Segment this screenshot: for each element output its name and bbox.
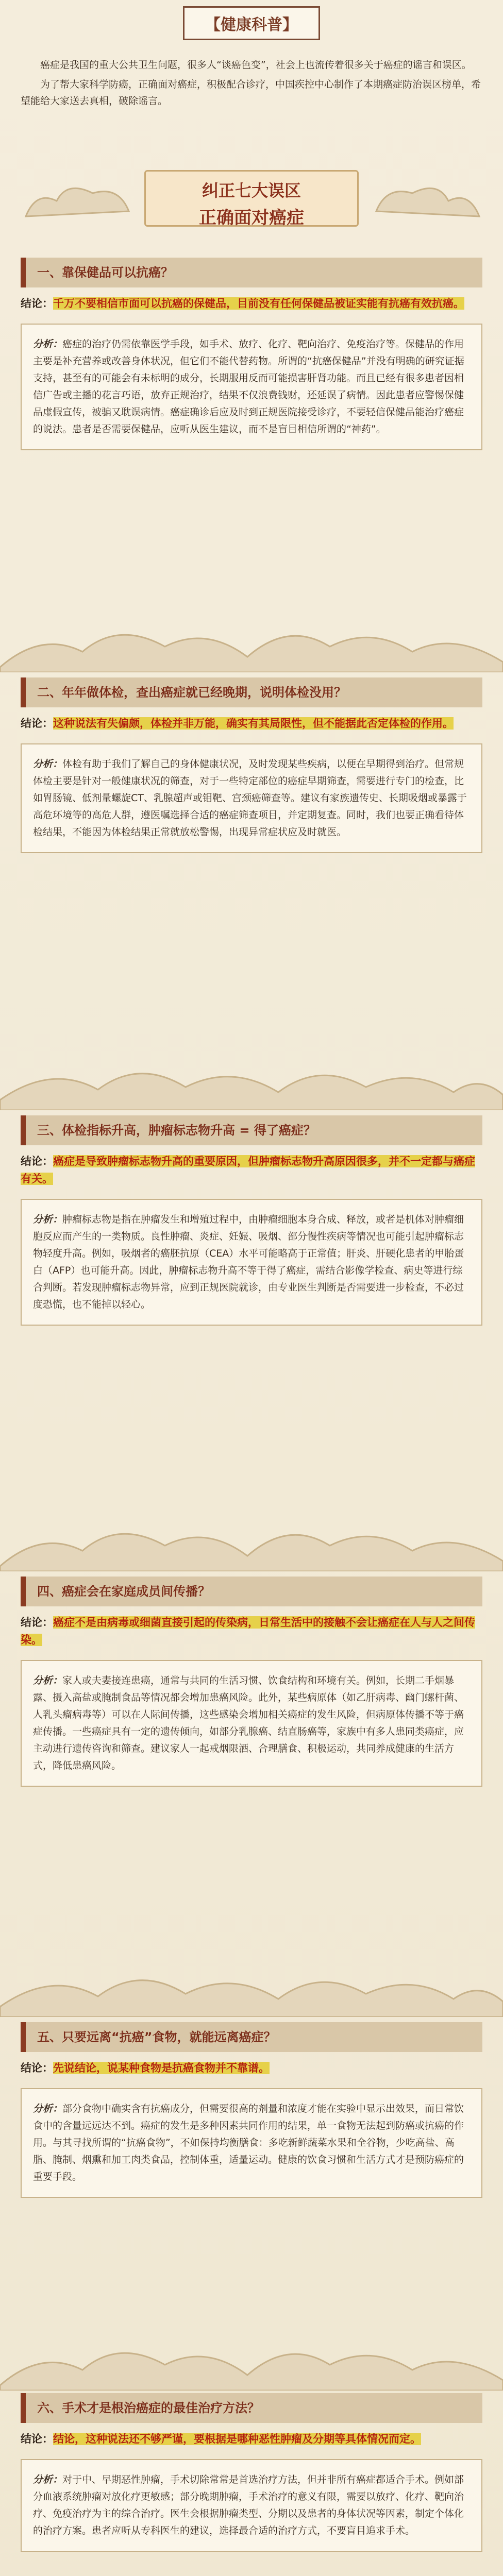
section-verdict: [21, 2430, 482, 2448]
section-1: [0, 258, 503, 450]
analysis-label: 分析：: [33, 1214, 63, 1225]
section-verdict: [21, 2059, 482, 2077]
verdict-label: 结论：: [21, 1155, 53, 1167]
verdict-text: 结论，这种说法还不够严谨，要根据是哪种恶性肿瘤及分期等具体情况而定。: [53, 2433, 421, 2445]
analysis-label: 分析：: [33, 2474, 63, 2485]
section-analysis: [21, 2459, 482, 2552]
intro: [21, 57, 482, 112]
analysis-text: 部分食物中确实含有抗癌成分，但需要很高的剂量和浓度才能在实验中显示出效果，而日常饮食中的含量远远达不到。癌症的发生是多种因素共同作用的结果，单一食物无法起到防癌或抗癌的作用。与其寻找所谓的“抗癌食物”，不如保持均衡膳食：多吃新鲜蔬菜水果和全谷物，少吃高盐、高脂、腌制、烟熏和加工肉类食品，控制体重，适量运动。健康的饮食习惯和生活方式才是预防癌症的重要手段。: [33, 2103, 464, 2182]
intro-paragraph: 癌症是我国的重大公共卫生问题，很多人“谈癌色变”，社会上也流传着很多关于癌症的谣言和误区。: [40, 59, 472, 71]
section-analysis: [21, 2088, 482, 2198]
cloud-divider: [0, 1510, 503, 1571]
verdict-label: 结论：: [21, 1616, 53, 1629]
verdict-label: 结论：: [21, 297, 53, 310]
cloud-divider: [0, 2329, 503, 2391]
section-title: 一、靠保健品可以抗癌？: [21, 258, 482, 287]
section-title: 五、只要远离“抗癌”食物，就能远离癌症？: [21, 2022, 482, 2052]
section-title: 二、年年做体检，查出癌症就已经晚期，说明体检没用？: [21, 677, 482, 707]
section-analysis: [21, 1199, 482, 1326]
analysis-text: 体检有助于我们了解自己的身体健康状况，及时发现某些疾病，以便在早期得到治疗。但常规体检主要是针对一般健康状况的筛查，对于一些特定部位的癌症早期筛查，需要进行专门的检查，比如胃肠镜、低剂量螺旋CT、乳腺超声或钼靶、宫颈癌筛查等。建议有家族遗传史、长期吸烟或暴露于高危环境等的高危人群，遵医嘱选择合适的癌症筛查项目，并定期复查。同时，我们也要正确看待体检结果，不能因为体检结果正常就放松警惕，出现异常症状应及时就医。: [33, 758, 467, 838]
analysis-label: 分析：: [33, 758, 63, 770]
section-4: [0, 1577, 503, 1787]
analysis-text: 肿瘤标志物是指在肿瘤发生和增殖过程中，由肿瘤细胞本身合成、释放，或者是机体对肿瘤细胞反应而产生的一类物质。良性肿瘤、炎症、妊娠、吸烟、部分慢性疾病等情况也可能引起肿瘤标志物轻度升高。例如，吸烟者的癌胚抗原（CEA）水平可能略高于正常值；肝炎、肝硬化患者的甲胎蛋白（AFP）也可能升高。因此，肿瘤标志物升高不等于得了癌症，需结合影像学检查、病史等进行综合判断。若发现肿瘤标志物异常，应到正规医院就诊，由专业医生判断是否需要进一步检查，不必过度恐慌，也不能掉以轻心。: [33, 1214, 464, 1310]
verdict-label: 结论：: [21, 2433, 53, 2445]
section-verdict: [21, 295, 482, 312]
section-title: 三、体检指标升高，肿瘤标志物升高 = 得了癌症？: [21, 1115, 482, 1145]
section-title: 六、手术才是根治癌症的最佳治疗方法？: [21, 2393, 482, 2423]
banner-title-line1: 纠正七大误区: [202, 181, 301, 200]
section-2: [0, 677, 503, 853]
analysis-label: 分析：: [33, 1675, 63, 1686]
section-3: [0, 1115, 503, 1326]
header-tag: [0, 6, 503, 37]
verdict-label: 结论：: [21, 2062, 53, 2074]
banner-title: [144, 170, 359, 227]
cloud-decoration: [21, 175, 139, 227]
section-title: 四、癌症会在家庭成员间传播？: [21, 1577, 482, 1606]
title-banner: [0, 155, 503, 247]
header-tag-text: 【健康科普】: [205, 16, 298, 34]
analysis-text: 对于中、早期恶性肿瘤，手术切除常常是首选治疗方法，但并非所有癌症都适合手术。例如部分血液系统肿瘤对放化疗更敏感；部分晚期肿瘤，手术治疗的意义有限，需要以放疗、化疗、靶向治疗、免疫治疗为主的综合治疗。医生会根据肿瘤类型、分期以及患者的身体状况等因素，制定个体化的治疗方案。患者应听从专科医生的建议，选择最合适的治疗方式，不要盲目追求手术。: [33, 2474, 464, 2536]
verdict-text: 癌症是导致肿瘤标志物升高的重要原因，但肿瘤标志物升高原因很多，并不一定都与癌症有关。: [21, 1155, 475, 1185]
section-5: [0, 2022, 503, 2198]
cloud-divider: [0, 611, 503, 672]
verdict-text: 千万不要相信市面可以抗癌的保健品，目前没有任何保健品被证实能有抗癌有效抗癌。: [53, 297, 464, 310]
banner-title-line2: 正确面对癌症: [199, 208, 304, 228]
intro-paragraph: 为了帮大家科学防癌，正确面对癌症，积极配合诊疗，中国疾控中心制作了本期癌症防治误区榜单，希望能给大家送去真相，破除谣言。: [21, 79, 481, 107]
section-verdict: [21, 1614, 482, 1649]
section-verdict: [21, 715, 482, 732]
analysis-label: 分析：: [33, 2103, 63, 2114]
analysis-text: 家人或夫妻接连患癌，通常与共同的生活习惯、饮食结构和环境有关。例如，长期二手烟暴露、摄入高盐或腌制食品等情况都会增加患癌风险。此外，某些病原体（如乙肝病毒、幽门螺杆菌、人乳头瘤病毒等）可以在人际间传播，这些感染会增加相关癌症的发生风险，但病原体传播不等于癌症传播。一些癌症具有一定的遗传倾向，如部分乳腺癌、结直肠癌等，家族中有多人患同类癌症，应主动进行遗传咨询和筛查。建议家人一起戒烟限酒、合理膳食、积极运动，共同养成健康的生活方式，降低患癌风险。: [33, 1675, 464, 1771]
verdict-text: 先说结论，说某种食物是抗癌食物并不靠谱。: [53, 2062, 270, 2074]
section-analysis: [21, 324, 482, 450]
verdict-label: 结论：: [21, 717, 53, 730]
section-verdict: [21, 1153, 482, 1188]
section-analysis: [21, 743, 482, 853]
cloud-decoration: [366, 175, 484, 227]
analysis-label: 分析：: [33, 338, 63, 350]
verdict-text: 癌症不是由病毒或细菌直接引起的传染病，日常生活中的接触不会让癌症在人与人之间传染。: [21, 1616, 475, 1646]
section-analysis: [21, 1660, 482, 1787]
cloud-divider: [0, 1048, 503, 1110]
analysis-text: 癌症的治疗仍需依靠医学手段，如手术、放疗、化疗、靶向治疗、免疫治疗等。保健品的作用主要是补充营养或改善身体状况，但它们不能代替药物。所谓的“抗癌保健品”并没有明确的研究证据支持，甚至有的可能会有未标明的成分，长期服用反而可能损害肝肾功能。而且已经有很多患者因相信广告或主播的花言巧语，放弃正规治疗，结果不仅浪费钱财，还延误了病情。因此患者应警惕保健品虚假宣传，被骗又耽误病情。癌症确诊后应及时到正规医院接受诊疗，不要轻信保健品能治疗癌症的说法。患者是否需要保健品，应听从医生建议，而不是盲目相信所谓的“神药”。: [33, 338, 464, 435]
verdict-text: 这种说法有失偏颇，体检并非万能，确实有其局限性，但不能据此否定体检的作用。: [53, 717, 454, 730]
cloud-divider: [0, 1955, 503, 2017]
section-6: [0, 2393, 503, 2552]
